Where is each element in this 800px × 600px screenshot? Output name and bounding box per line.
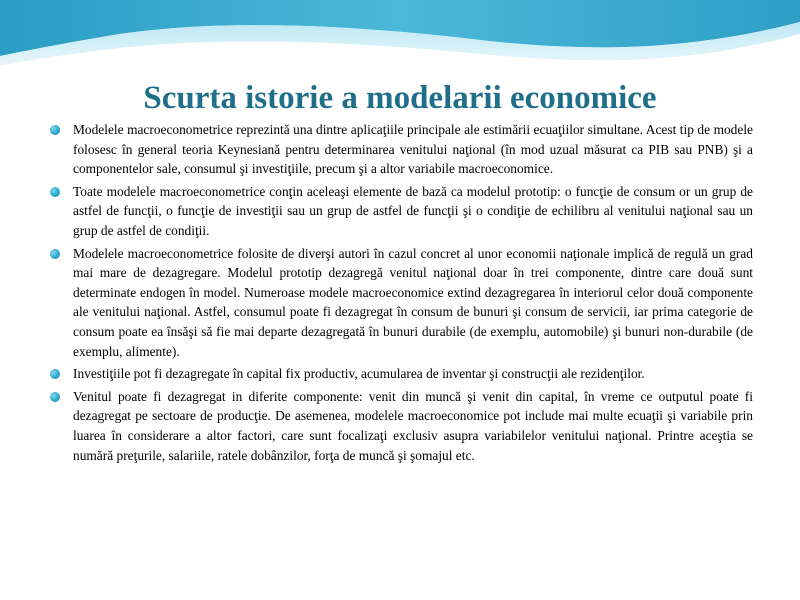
bullet-item: [50, 364, 753, 384]
slide-content: [50, 120, 753, 468]
bullet-item: [50, 182, 753, 241]
bullet-text: Toate modelele macroeconometrice conţin aceleaşi elemente de bază ca modelul prototip: o funcţie de consum or un grup de astfel de funcţii, o funcţie de investiţii sau un grup de astfel de funcţii şi o condiţie de echilibru al venitului naţional sau un grup de astfel de condiţii.: [73, 183, 753, 238]
bullet-dot-icon: [50, 249, 60, 259]
header-wave-decoration: [0, 0, 800, 80]
bullet-text: Modelele macroeconometrice reprezintă una dintre aplicaţiile principale ale estimării ecuaţiilor simultane. Acest tip de modele folosesc în general teoria Keynesiană pentru determinarea venitului naţional (în mod uzual măsurat ca PIB sau PNB) şi a componentelor sale, consumul şi investiţiile, precum şi a altor variabile macroeconomice.: [73, 122, 753, 177]
slide-title: Scurta istorie a modelarii economice: [143, 80, 657, 116]
bullet-item: [50, 387, 753, 465]
bullet-text: Modelele macroeconometrice folosite de diverşi autori în cazul concret al unor economii naţionale implică de regulă un grad mai mare de dezagregare. Modelul prototip dezagregă venitul naţional doar în trei componente, dintre care două sunt determinate endogen în model. Numeroase modele macroeconomice extind dezagregarea în interiorul celor două componente ale venitului naţional. Astfel, consumul poate fi dezagregat în consum de bunuri şi consum de servicii, iar prima categorie de consum poate ea însăşi să fie mai departe dezagregată în bunuri durabile (de exemplu, automobile) şi bunuri non-durabile (de exemplu, alimente).: [73, 245, 753, 359]
bullet-dot-icon: [50, 392, 60, 402]
bullet-text: Venitul poate fi dezagregat in diferite componente: venit din muncă şi venit din capital, în vreme ce outputul poate fi dezagregat pe sectoare de producţie. De asemenea, modelele macroeconomice pot include mai multe ecuaţii şi variabile prin luarea în considerare a altor factori, care sunt focalizaţi exclusiv asupra variabilelor venitului naţional. Printre aceştia se numără preţurile, salariile, ratele dobânzilor, forţa de muncă şi şomajul etc.: [73, 388, 753, 463]
bullet-dot-icon: [50, 369, 60, 379]
bullet-dot-icon: [50, 187, 60, 197]
bullet-dot-icon: [50, 125, 60, 135]
bullet-item: [50, 244, 753, 362]
bullet-text: Investiţiile pot fi dezagregate în capital fix productiv, acumularea de inventar şi construcţii ale rezidenţilor.: [73, 366, 645, 382]
bullet-item: [50, 120, 753, 179]
bullet-list: [50, 120, 753, 465]
